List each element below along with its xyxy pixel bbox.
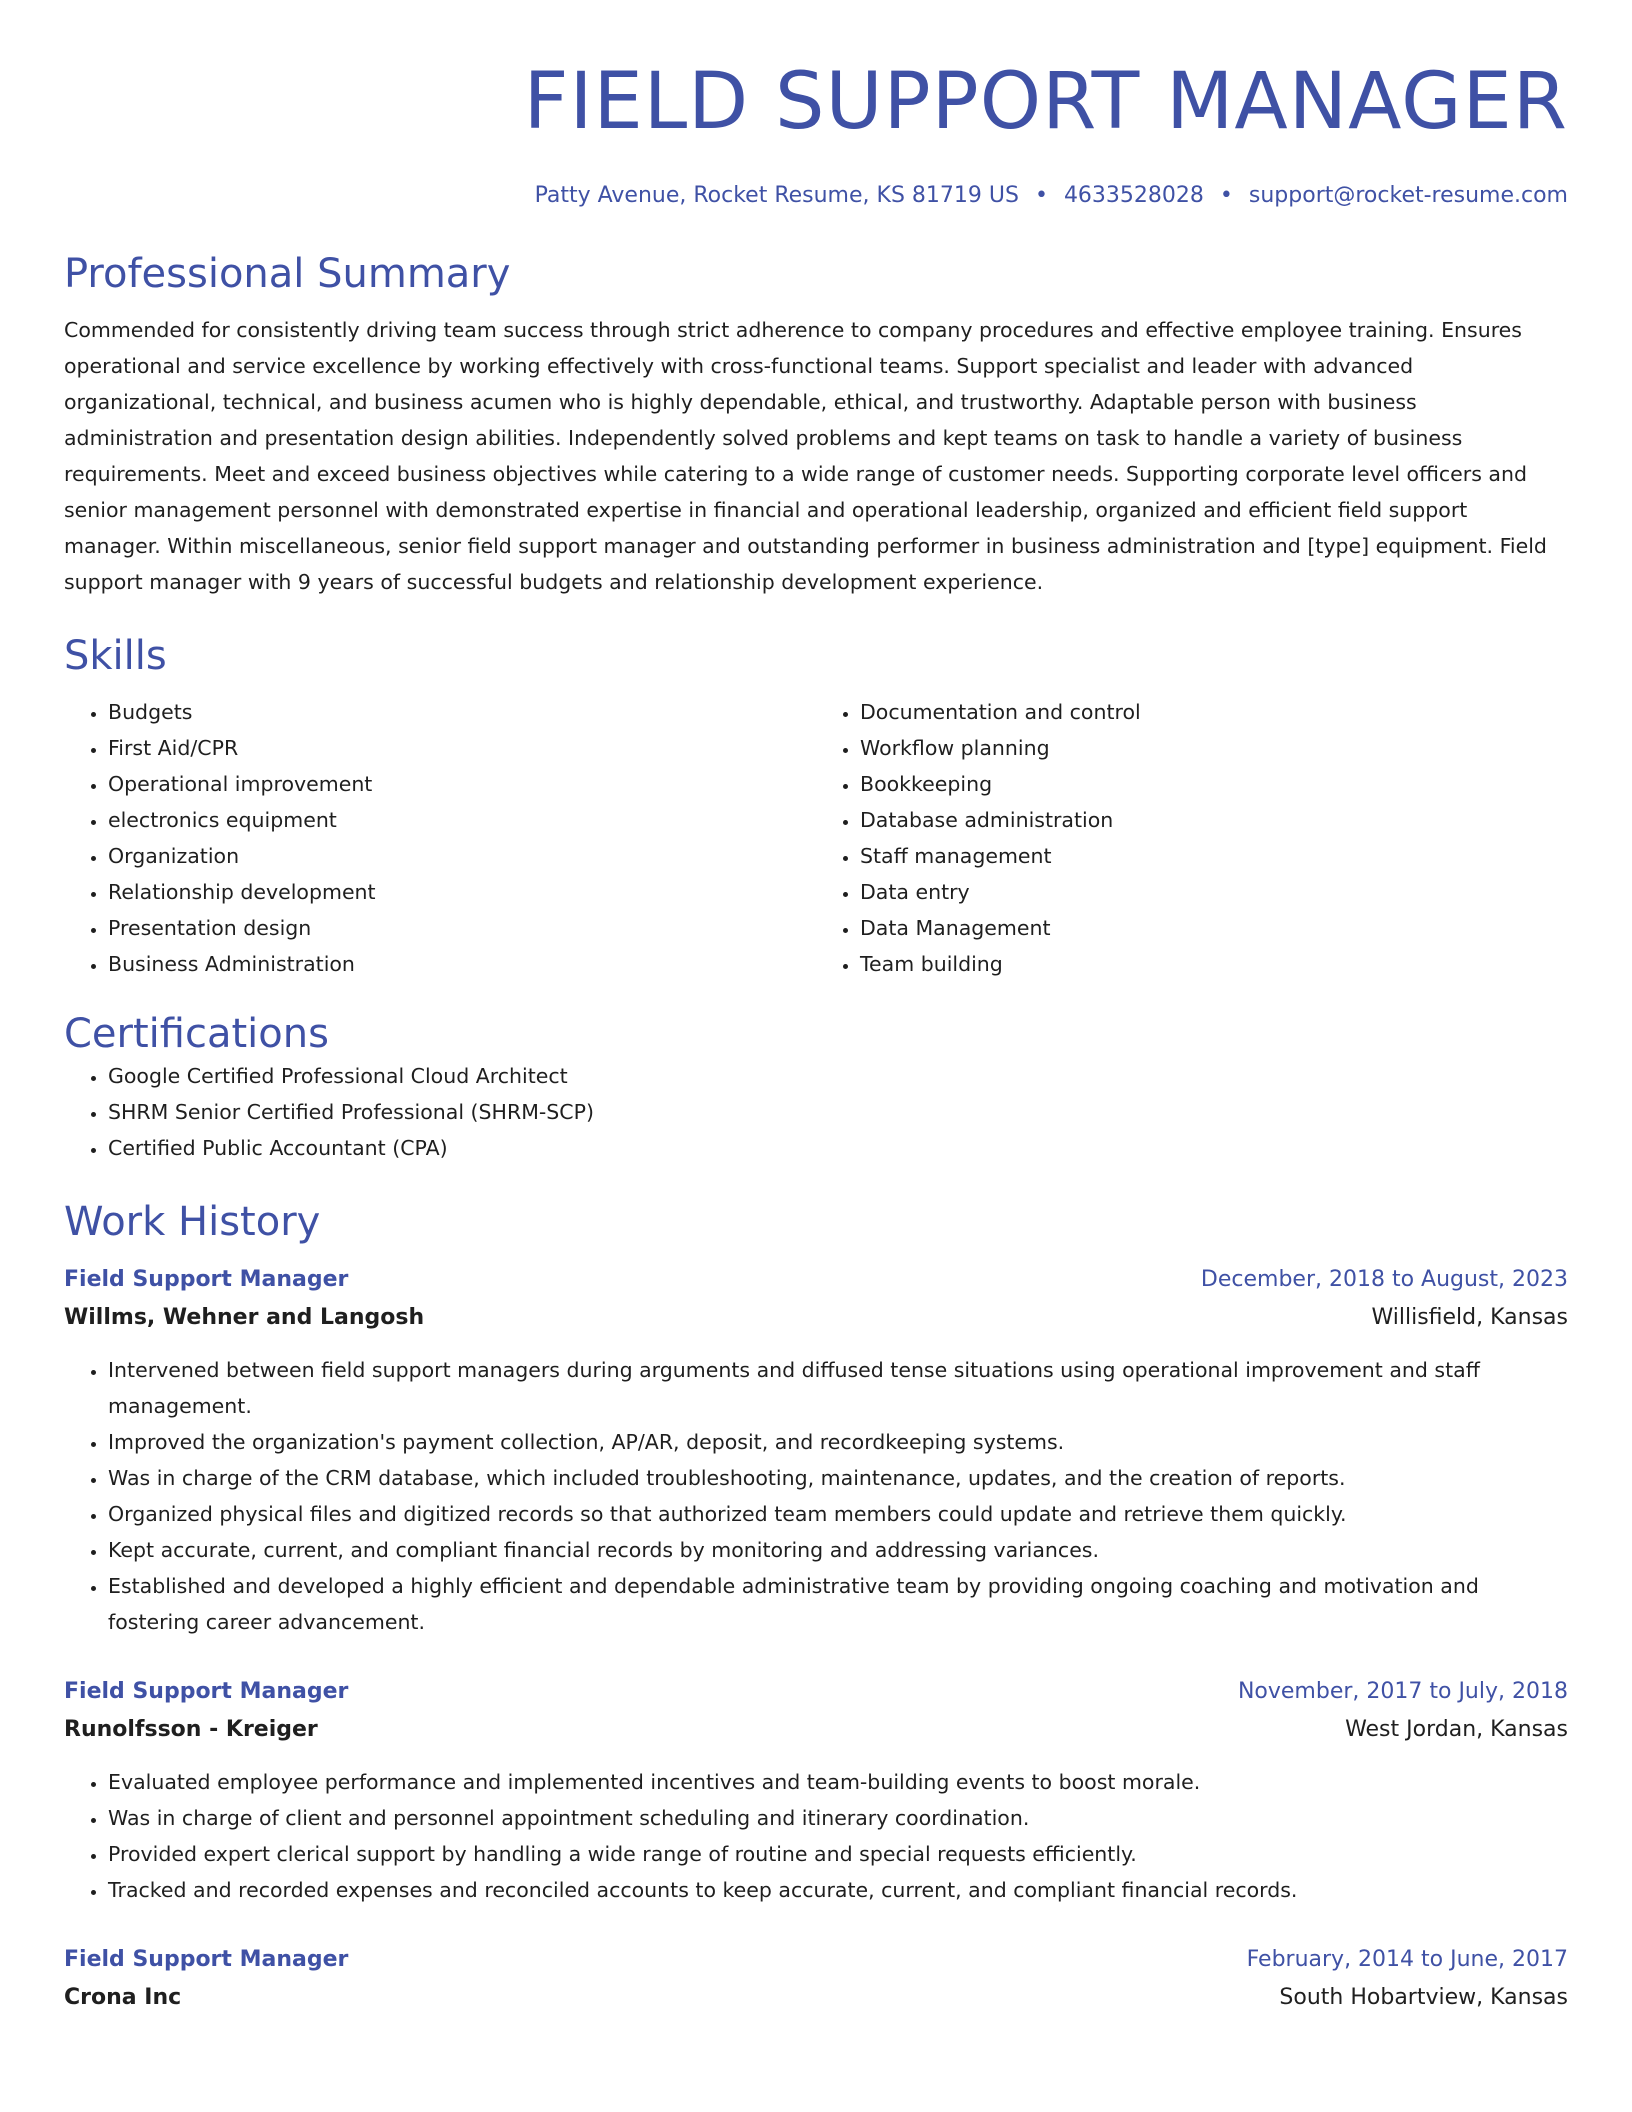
skill-item: • electronics equipment bbox=[108, 802, 816, 838]
job-entry bbox=[64, 1674, 1568, 1908]
contact-line bbox=[64, 182, 1568, 210]
skill-item: • First Aid/CPR bbox=[108, 730, 816, 766]
job-entry bbox=[64, 1942, 1568, 2018]
skill-item: • Operational improvement bbox=[108, 766, 816, 802]
job-dates: February, 2014 to June, 2017 bbox=[1246, 1947, 1568, 1972]
certifications-list bbox=[64, 1058, 1568, 1166]
job-duty-item: • Kept accurate, current, and compliant financial records by monitoring and addressing variances. bbox=[108, 1532, 1568, 1568]
skill-item: • Budgets bbox=[108, 694, 816, 730]
job-dates: December, 2018 to August, 2023 bbox=[1200, 1267, 1568, 1292]
summary-text: Commended for consistently driving team success through strict adherence to company procedures and effective employee training. Ensures operational and service excellence by working effectively with cross-functional teams. Support specialist and leader with advanced organizational, technical, and business acumen who is highly dependable, ethical, and trustworthy. Adaptable person with business administration and presentation design abilities. Independently solved problems and kept teams on task to handle a variety of business requirements. Meet and exceed business objectives while catering to a wide range of customer needs. Supporting corporate level officers and senior management personnel with demonstrated expertise in financial and operational leadership, organized and efficient field support manager. Within miscellaneous, senior field support manager and outstanding performer in business administration and [type] equipment. Field support manager with 9 years of successful budgets and relationship development experience. bbox=[64, 318, 1547, 594]
skill-item: • Data Management bbox=[860, 910, 1568, 946]
job-company: Runolfsson - Kreiger bbox=[64, 1717, 318, 1742]
job-location: Willisfield, Kansas bbox=[1371, 1305, 1568, 1330]
job-title-row bbox=[64, 1262, 1568, 1298]
job-title: Field Support Manager bbox=[64, 1679, 349, 1704]
job-duty-item: • Improved the organization's payment collection, AP/AR, deposit, and recordkeeping systems. bbox=[108, 1424, 1568, 1460]
job-duty-item: • Organized physical files and digitized records so that authorized team members could update and retrieve them quickly. bbox=[108, 1496, 1568, 1532]
job-duty-item: • Established and developed a highly efficient and dependable administrative team by providing ongoing coaching and motivation and fostering career advancement. bbox=[108, 1568, 1568, 1640]
skills-columns bbox=[64, 694, 1568, 982]
skills-list-left bbox=[64, 694, 816, 982]
job-duty-item: • Was in charge of the CRM database, which included troubleshooting, maintenance, updates, and the creation of reports. bbox=[108, 1460, 1568, 1496]
job-duty-item: • Evaluated employee performance and implemented incentives and team-building events to boost morale. bbox=[108, 1764, 1568, 1800]
job-title: Field Support Manager bbox=[64, 1267, 349, 1292]
job-duty-item: • Was in charge of client and personnel appointment scheduling and itinerary coordination. bbox=[108, 1800, 1568, 1836]
job-duty-item: • Tracked and recorded expenses and reconciled accounts to keep accurate, current, and compliant financial records. bbox=[108, 1872, 1568, 1908]
job-title-row bbox=[64, 1674, 1568, 1710]
job-duty-item: • Intervened between field support managers during arguments and diffused tense situations using operational improvement and staff management. bbox=[108, 1352, 1568, 1424]
summary-heading: Professional Summary bbox=[64, 251, 511, 297]
job-location: South Hobartview, Kansas bbox=[1279, 1985, 1568, 2010]
skills-list-right bbox=[816, 694, 1568, 982]
work-history-list bbox=[64, 1262, 1568, 2018]
contact-separator: • bbox=[1219, 183, 1233, 208]
contact-address: Patty Avenue, Rocket Resume, KS 81719 US bbox=[534, 183, 1019, 208]
skills-heading: Skills bbox=[64, 633, 167, 679]
work-history-heading: Work History bbox=[64, 1199, 321, 1245]
job-company-row bbox=[64, 1298, 1568, 1338]
certification-item: • Certified Public Accountant (CPA) bbox=[108, 1130, 1568, 1166]
contact-phone: 4633528028 bbox=[1063, 183, 1204, 208]
skill-item: • Relationship development bbox=[108, 874, 816, 910]
job-duties-list bbox=[64, 1764, 1568, 1908]
contact-email: support@rocket-resume.com bbox=[1248, 183, 1568, 208]
job-dates: November, 2017 to July, 2018 bbox=[1237, 1679, 1568, 1704]
job-duties-list bbox=[64, 1352, 1568, 1640]
contact-separator: • bbox=[1034, 183, 1048, 208]
skill-item: • Presentation design bbox=[108, 910, 816, 946]
certification-item: • SHRM Senior Certified Professional (SHRM-SCP) bbox=[108, 1094, 1568, 1130]
skill-item: • Bookkeeping bbox=[860, 766, 1568, 802]
resume-header bbox=[64, 0, 1568, 210]
job-title-row bbox=[64, 1942, 1568, 1978]
skill-item: • Workflow planning bbox=[860, 730, 1568, 766]
resume-name: FIELD SUPPORT MANAGER bbox=[523, 57, 1568, 147]
certifications-heading: Certifications bbox=[64, 1011, 329, 1057]
job-entry bbox=[64, 1262, 1568, 1640]
skill-item: • Business Administration bbox=[108, 946, 816, 982]
skill-item: • Organization bbox=[108, 838, 816, 874]
job-location: West Jordan, Kansas bbox=[1345, 1717, 1568, 1742]
skill-item: • Data entry bbox=[860, 874, 1568, 910]
certification-item: • Google Certified Professional Cloud Architect bbox=[108, 1058, 1568, 1094]
skill-item: • Staff management bbox=[860, 838, 1568, 874]
job-company: Crona Inc bbox=[64, 1985, 182, 2010]
job-company-row bbox=[64, 1978, 1568, 2018]
job-company: Willms, Wehner and Langosh bbox=[64, 1305, 425, 1330]
job-company-row bbox=[64, 1710, 1568, 1750]
skill-item: • Documentation and control bbox=[860, 694, 1568, 730]
job-title: Field Support Manager bbox=[64, 1947, 349, 1972]
job-duty-item: • Provided expert clerical support by handling a wide range of routine and special requests efficiently. bbox=[108, 1836, 1568, 1872]
skill-item: • Team building bbox=[860, 946, 1568, 982]
skill-item: • Database administration bbox=[860, 802, 1568, 838]
